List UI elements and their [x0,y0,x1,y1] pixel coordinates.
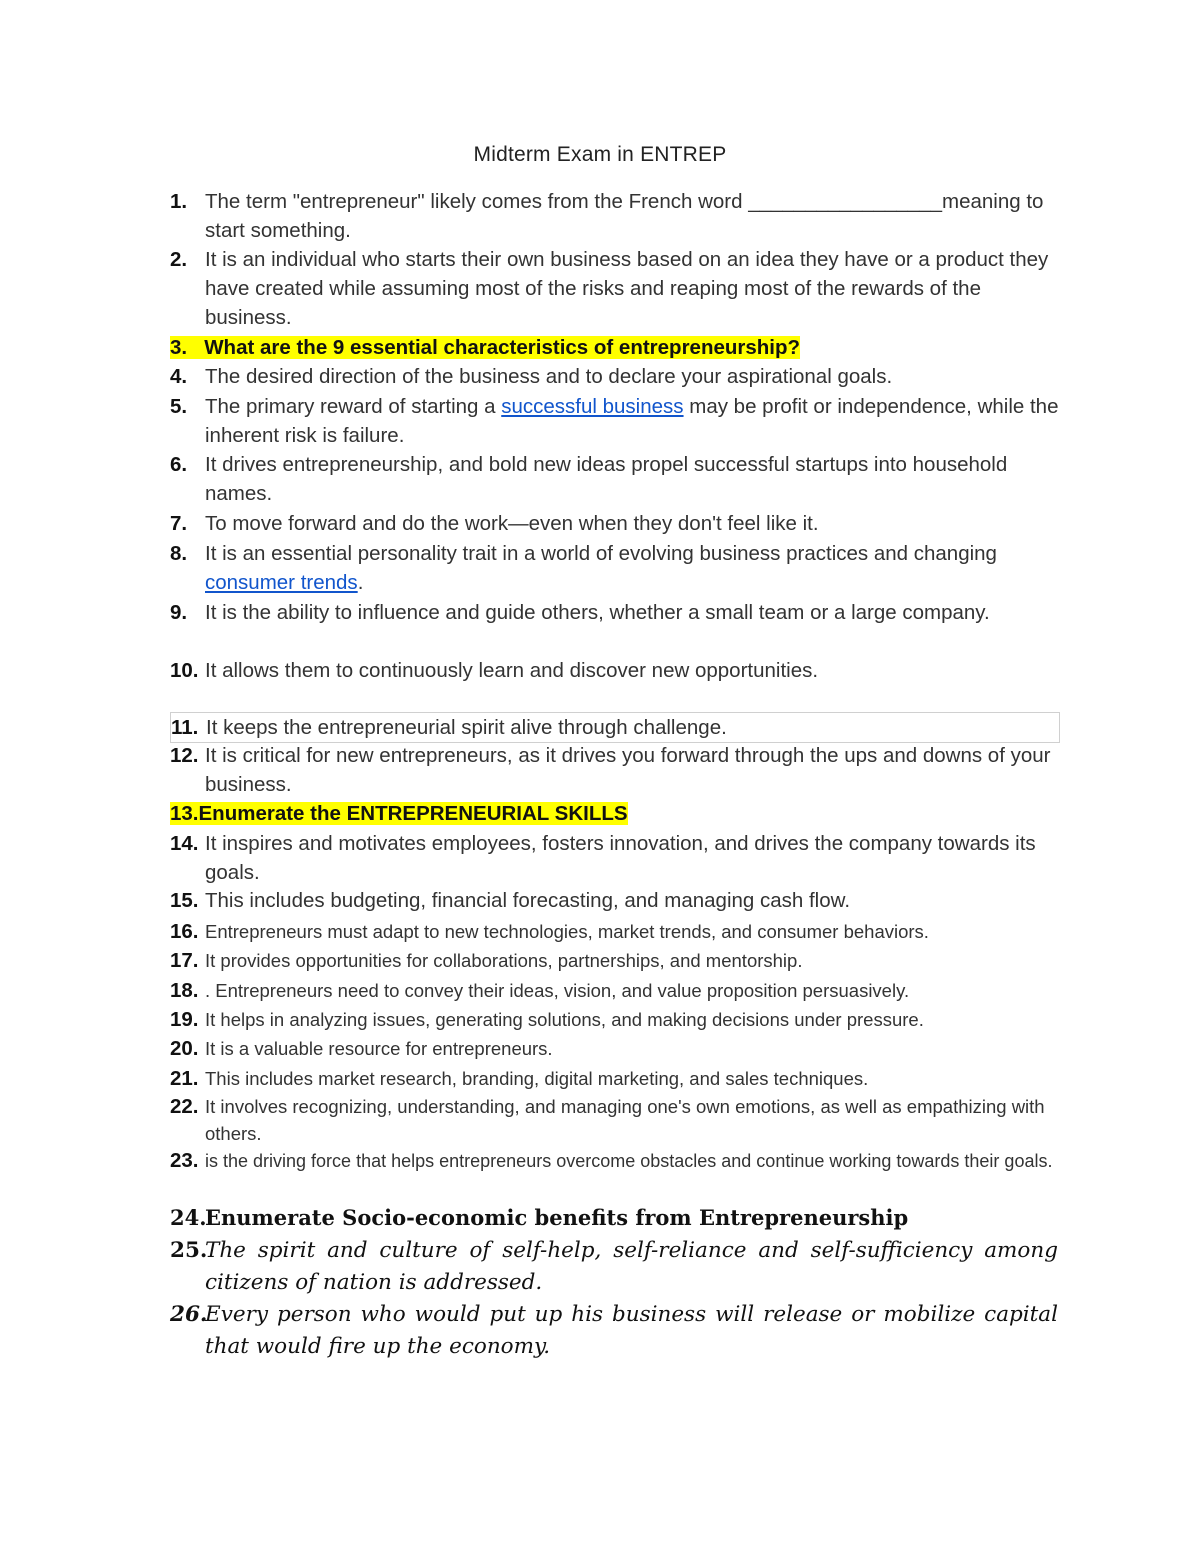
question-text: The primary reward of starting a successful business may be profit or independence, while the inherent risk is failure. [205,395,1059,447]
question-21 [170,1065,1065,1092]
question-number: 4. [170,365,188,388]
question-25 [170,1235,1058,1299]
question-9 [170,598,1065,627]
question-number: 11. [171,716,199,739]
question-19 [170,1006,1065,1033]
question-number: 23. [170,1149,199,1172]
question-number: 16. [170,920,199,943]
page-title: Midterm Exam in ENTREP [473,143,727,166]
question-2 [170,245,1065,332]
question-text: This includes market research, branding, digital marketing, and sales techniques. [205,1068,869,1089]
question-text: It is an essential personality trait in a world of evolving business practices and changing consumer trends. [205,542,997,594]
question-text: It provides opportunities for collaborations, partnerships, and mentorship. [205,950,803,971]
question-13 [170,799,1065,828]
question-text: It helps in analyzing issues, generating solutions, and making decisions under pressure. [205,1009,924,1030]
question-number: 12. [170,744,199,767]
question-number: 8. [170,542,188,565]
question-number: 13. [170,802,199,825]
question-text: Every person who would put up his business will release or mobilize capital that would fire up the economy. [205,1302,1058,1359]
question-17 [170,947,1065,974]
question-15 [170,886,1065,915]
question-26 [170,1299,1058,1363]
question-12 [170,741,1065,799]
question-text: The term "entrepreneur" likely comes from the French word _________________meaning to start something. [205,190,1044,242]
question-4 [170,362,1065,391]
question-number: 15. [170,889,199,912]
question-text: This includes budgeting, financial forecasting, and managing cash flow. [205,889,851,912]
question-20 [170,1035,1065,1062]
question-number: 26. [170,1302,208,1327]
question-text: It keeps the entrepreneurial spirit alive through challenge. [206,716,727,739]
question-14 [170,829,1065,887]
question-number: 7. [170,512,188,535]
question-number: 22. [170,1095,199,1118]
question-18 [170,977,1065,1004]
question-text: It is an individual who starts their own business based on an idea they have or a product they have created while assuming most of the risks and reaping most of the rewards of the business. [205,248,1049,329]
question-number: 17. [170,949,199,972]
question-text: What are the 9 essential characteristics of entrepreneurship? [204,336,801,359]
question-text: It drives entrepreneurship, and bold new ideas propel successful startups into household names. [205,453,1008,505]
question-11 [170,712,1060,743]
question-3 [170,333,1065,362]
question-number: 19. [170,1008,199,1031]
question-number: 14. [170,832,199,855]
highlighted-question [170,802,628,825]
question-text: Entrepreneurs must adapt to new technologies, market trends, and consumer behaviors. [205,921,929,942]
highlighted-question [170,336,800,359]
question-text: It inspires and motivates employees, fosters innovation, and drives the company towards its goals. [205,832,1036,884]
question-number: 10. [170,659,199,682]
question-number: 21. [170,1067,199,1090]
question-8 [170,539,1065,597]
question-text: Enumerate Socio-economic benefits from Entrepreneurship [205,1205,909,1230]
successful-business-link[interactable]: successful business [501,395,684,418]
question-number: 1. [170,190,188,213]
question-text: is the driving force that helps entrepreneurs overcome obstacles and continue working towards their goals. [205,1151,1053,1171]
question-5 [170,392,1065,450]
question-text: It allows them to continuously learn and discover new opportunities. [205,659,819,682]
question-22 [170,1093,1065,1147]
question-7 [170,509,1065,538]
question-number: 2. [170,248,188,271]
question-23 [170,1148,1065,1174]
consumer-trends-link[interactable]: consumer trends [205,571,358,594]
question-text: It involves recognizing, understanding, and managing one's own emotions, as well as empathizing with others. [205,1096,1045,1144]
question-6 [170,450,1065,508]
question-1 [170,187,1065,245]
question-number: 5. [170,395,188,418]
question-number: 3. [170,336,188,359]
question-10 [170,656,1065,685]
question-number: 6. [170,453,188,476]
question-number: 20. [170,1037,199,1060]
question-number: 18. [170,979,199,1002]
question-24 [170,1203,1065,1232]
question-number: 25. [170,1238,208,1263]
question-text: To move forward and do the work—even when they don't feel like it. [205,512,819,535]
question-text: It is critical for new entrepreneurs, as it drives you forward through the ups and downs of your business. [205,744,1051,796]
question-text: Enumerate the ENTREPRENEURIAL SKILLS [198,802,628,825]
question-text: . Entrepreneurs need to convey their ideas, vision, and value proposition persuasively. [205,980,910,1001]
question-text: The desired direction of the business and to declare your aspirational goals. [205,365,893,388]
question-text: It is the ability to influence and guide others, whether a small team or a large company. [205,601,990,624]
question-number: 9. [170,601,188,624]
question-text: It is a valuable resource for entrepreneurs. [205,1038,553,1059]
question-number: 24. [170,1205,207,1230]
question-text: The spirit and culture of self-help, self-reliance and self-sufficiency among citizens of nation is addressed. [205,1238,1058,1295]
question-16 [170,918,1065,945]
